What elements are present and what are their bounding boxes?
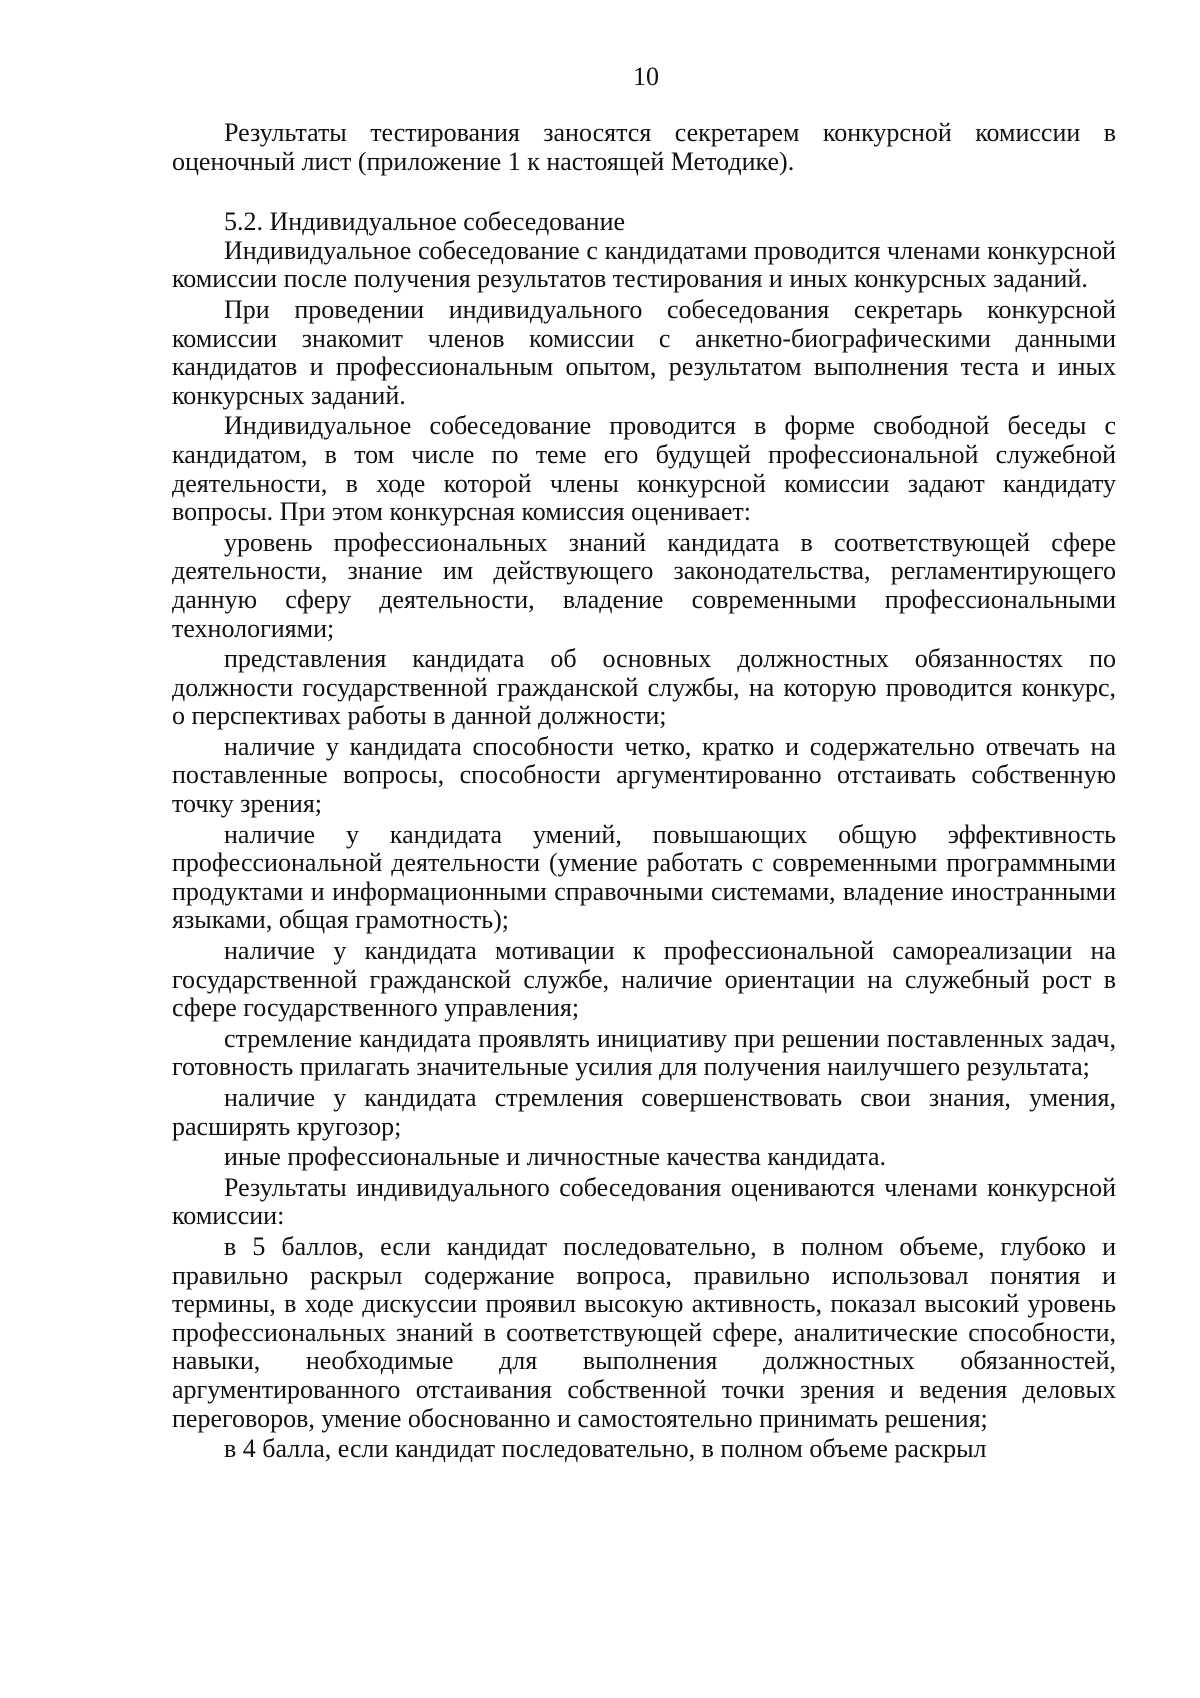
paragraph-score-5: в 5 баллов, если кандидат последовательно, в полном объеме, глубоко и правильно раскрыл содержание вопроса, правильно использовал понятия и термины, в ходе дискуссии проявил высокую активность, показал высокий уровень профессиональных знаний в соответствующей сфере, аналитические способности, навыки, необходимые для выполнения должностных обязанностей, аргументированного отстаивания собственной точки зрения и ведения деловых переговоров, умение обоснованно и самостоятельно принимать решения; [172,1231,1116,1433]
section-heading: 5.2. Индивидуальное собеседование [224,207,626,237]
paragraph-interview-form: Индивидуальное собеседование проводится в форме свободной беседы с кандидатом, в том числе по теме его будущей профессиональной служебной деятельности, в ходе которой члены конкурсной комиссии задают кандидату вопросы. При этом конкурсная комиссия оценивает: [172,411,1116,527]
paragraph-test-results: Результаты тестирования заносятся секретарем конкурсной комиссии в оценочный лист (приложение 1 к настоящей Методике). [172,118,1116,176]
list-item-answering: наличие у кандидата способности четко, кратко и содержательно отвечать на поставленные вопросы, способности аргументированно отстаивать собственную точку зрения; [172,731,1116,819]
list-item-knowledge: уровень профессиональных знаний кандидата в соответствующей сфере деятельности, знание им действующего законодательства, регламентирующего данную сферу деятельности, владение современными профессиональными технологиями; [172,527,1116,643]
list-item-skills: наличие у кандидата умений, повышающих общую эффективность профессиональной деятельности (умение работать с современными программными продуктами и информационными справочными системами, владение иностранными языками, общая грамотность); [172,819,1116,935]
paragraph-evaluation: Результаты индивидуального собеседования оцениваются членами конкурсной комиссии: [172,1172,1116,1231]
page-number: 10 [633,62,659,91]
paragraph-score-4: в 4 балла, если кандидат последовательно, в полном объеме раскрыл [224,1434,987,1464]
list-item-self-improvement: наличие у кандидата стремления совершенствовать свои знания, умения, расширять кругозор; [172,1083,1116,1141]
document-body [172,119,1116,1464]
list-item-other-qualities: иные профессиональные и личностные качества кандидата. [224,1142,887,1172]
list-item-duties: представления кандидата об основных должностных обязанностях по должности государственной гражданской службы, на которую проводится конкурс, о перспективах работы в данной должности; [172,644,1116,731]
list-item-motivation: наличие у кандидата мотивации к профессиональной самореализации на государственной гражданской службе, наличие ориентации на служебный рост в сфере государственного управления; [172,936,1116,1023]
list-item-initiative: стремление кандидата проявлять инициативу при решении поставленных задач, готовность прилагать значительные усилия для получения наилучшего результата; [172,1023,1116,1082]
paragraph-interview-intro: Индивидуальное собеседование с кандидатами проводится членами конкурсной комиссии после получения результатов тестирования и иных конкурсных заданий. [172,235,1116,294]
paragraph-secretary: При проведении индивидуального собеседования секретарь конкурсной комиссии знакомит членов комиссии с анкетно-биографическими данными кандидатов и профессиональным опытом, результатом выполнения теста и иных конкурсных заданий. [172,294,1116,410]
